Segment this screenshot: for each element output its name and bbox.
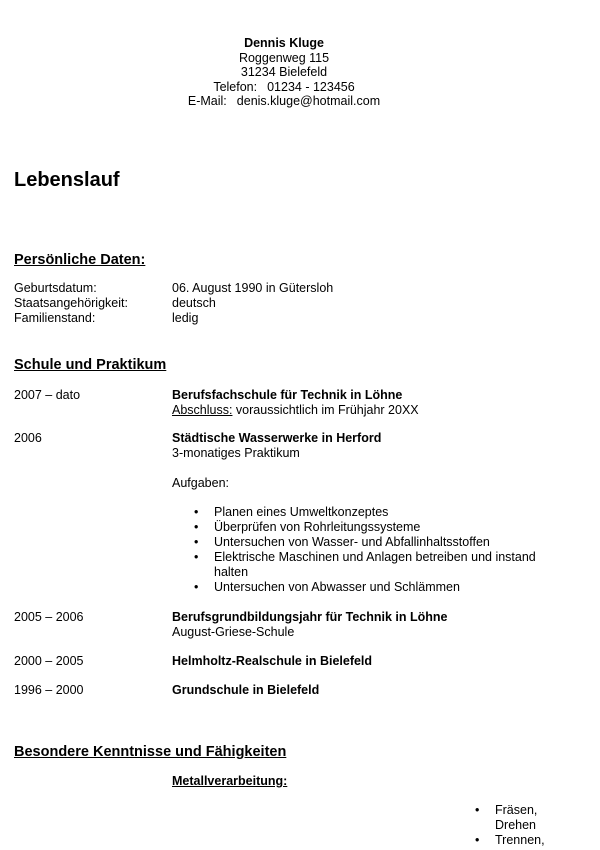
bullet-icon: • [194, 580, 199, 594]
entry-title: Städtische Wasserwerke in Herford [172, 431, 382, 445]
task-text: Planen eines Umweltkonzeptes [214, 505, 389, 519]
email-line [0, 94, 568, 109]
city-address: 31234 Bielefeld [240, 65, 328, 79]
entry-period: 1996 – 2000 [14, 683, 84, 697]
phone-line [0, 80, 568, 95]
skills-heading: Besondere Kenntnisse und Fähigkeiten [14, 744, 287, 760]
list-item [14, 520, 554, 535]
school-heading: Schule und Praktikum [14, 357, 167, 373]
skills-list [14, 803, 574, 848]
applicant-name: Dennis Kluge [244, 36, 324, 50]
nationality-value: deutsch [172, 296, 216, 310]
skill-text: Trennen, [495, 833, 545, 847]
list-item [14, 550, 554, 580]
entry-period: 2006 [14, 431, 42, 445]
contact-header [0, 36, 568, 109]
entry-detail: 3-monatiges Praktikum [172, 446, 300, 460]
entry-detail: August-Griese-Schule [172, 625, 295, 639]
entry-details [172, 388, 572, 418]
list-item [14, 580, 554, 595]
nationality-label: Staatsangehörigkeit: [14, 296, 128, 310]
birthdate-label: Geburtsdatum: [14, 281, 97, 295]
degree-value: voraussichtlich im Frühjahr 20XX [232, 403, 419, 417]
bullet-icon: • [194, 550, 199, 564]
bullet-icon: • [194, 520, 199, 534]
entry-period: 2005 – 2006 [14, 610, 84, 624]
list-item [14, 505, 554, 520]
list-item [14, 803, 565, 833]
entry-title: Grundschule in Bielefeld [172, 683, 320, 697]
list-item [14, 535, 554, 550]
personal-data-heading: Persönliche Daten: [14, 252, 146, 268]
tasks-list [14, 505, 574, 595]
entry-title: Helmholtz-Realschule in Bielefeld [172, 654, 373, 668]
marital-status-label: Familienstand: [14, 311, 96, 325]
entry-period: 2000 – 2005 [14, 654, 84, 668]
email-label: E-Mail: [187, 94, 227, 108]
entry-details [172, 431, 572, 461]
task-text: Untersuchen von Wasser- und Abfallinhaltsstoffen [214, 535, 490, 549]
phone-number: 01234 - 123456 [267, 79, 355, 94]
bullet-icon: • [194, 535, 199, 549]
skill-text: Fräsen, Drehen [495, 803, 538, 832]
bullet-icon: • [475, 803, 480, 817]
phone-label: Telefon: [213, 79, 258, 94]
birthdate-value: 06. August 1990 in Gütersloh [172, 281, 334, 295]
bullet-icon: • [194, 505, 199, 519]
marital-status-value: ledig [172, 311, 199, 325]
degree-label: Abschluss: [172, 403, 233, 417]
task-text: Überprüfen von Rohrleitungssysteme [214, 520, 421, 534]
bullet-icon: • [475, 833, 480, 847]
tasks-label: Aufgaben: [172, 476, 229, 490]
street-address: Roggenweg 115 [238, 50, 330, 65]
list-item [14, 833, 565, 848]
entry-title: Berufsgrundbildungsjahr für Technik in Löhne [172, 610, 448, 624]
task-text: Untersuchen von Abwasser und Schlämmen [214, 580, 460, 594]
document-title: Lebenslauf [14, 169, 120, 191]
entry-title: Berufsfachschule für Technik in Löhne [172, 388, 403, 402]
entry-period: 2007 – dato [14, 388, 81, 402]
entry-details [172, 610, 572, 640]
task-text: Elektrische Maschinen und Anlagen betreiben und instand halten [214, 550, 536, 579]
metalworking-subheading: Metallverarbeitung: [172, 774, 288, 788]
email-address: denis.kluge@hotmail.com [236, 94, 381, 108]
